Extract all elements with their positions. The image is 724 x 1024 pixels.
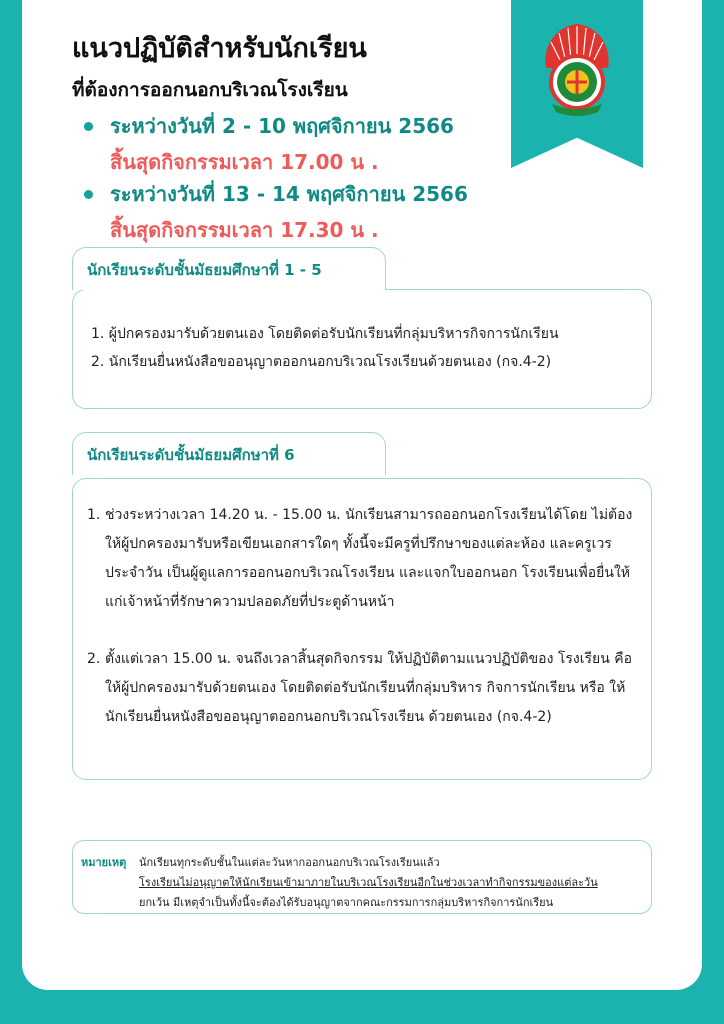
- section-list: [73, 479, 651, 732]
- period-date: ระหว่างวันที่ 13 - 14 พฤศจิกายน 2566: [110, 182, 468, 206]
- note-label: หมายเหตุ: [81, 856, 127, 869]
- note-line: ยกเว้น มีเหตุจำเป็นทั้งนี้จะต้องได้รับอนุญาตจากคณะกรรมการกลุ่มบริหารกิจการนักเรียน: [139, 896, 554, 909]
- section-box: [72, 289, 652, 409]
- page-title: แนวปฏิบัติสำหรับนักเรียน: [72, 33, 367, 64]
- section-heading: นักเรียนระดับชั้นมัธยมศึกษาที่ 6: [87, 446, 295, 464]
- section-list: [73, 290, 651, 376]
- item-text: ตั้งแต่เวลา 15.00 น. จนถึงเวลาสิ้นสุดกิจกรรม ให้ปฏิบัติตามแนวปฏิบัติของ โรงเรียน คือ ให้ผู้ปกครองมารับด้วยตนเอง โดยติดต่อรับนักเรียนที่กลุ่มบริหาร กิจการนักเรียน หรือ ให้นักเรียนยื่นหนังสือขออนุญาตออกนอกบริเวณโรงเรียน ด้วยตนเอง (กจ.4-2): [105, 651, 633, 725]
- section-box: [72, 478, 652, 780]
- list-item: [73, 645, 651, 732]
- bullet-dot-icon: [84, 190, 93, 199]
- section-tab: [72, 247, 386, 290]
- bullet-dot-icon: [84, 122, 93, 131]
- period-end-time: สิ้นสุดกิจกรรมเวลา 17.30 น .: [110, 218, 379, 242]
- section-heading: นักเรียนระดับชั้นมัธยมศึกษาที่ 1 - 5: [87, 261, 322, 279]
- item-number: 2.: [87, 651, 101, 667]
- note-line: โรงเรียนไม่อนุญาตให้นักเรียนเข้ามาภายในบริเวณโรงเรียนอีกในช่วงเวลาทำกิจกรรมของแต่ละวัน: [139, 876, 598, 889]
- list-item: 2. นักเรียนยื่นหนังสือขออนุญาตออกนอกบริเวณโรงเรียนด้วยตนเอง (กจ.4-2): [91, 354, 552, 370]
- section-tab: [72, 432, 386, 475]
- item-text: ช่วงระหว่างเวลา 14.20 น. - 15.00 น. นักเรียนสามารถออกนอกโรงเรียนได้โดย ไม่ต้องให้ผู้ปกครองมารับหรือเขียนเอกสารใดๆ ทั้งนี้จะมีครูที่ปรึกษาของแต่ละห้อง และครูเวรประจำวัน เป็นผู้ดูแลการออกนอกบริเวณโรงเรียน และแจกใบออกนอก โรงเรียนเพื่อยื่นให้แก่เจ้าหน้าที่รักษาความปลอดภัยที่ประตูด้านหน้า: [105, 507, 633, 610]
- note-line: นักเรียนทุกระดับชั้นในแต่ละวันหากออกนอกบริเวณโรงเรียนแล้ว: [139, 856, 440, 869]
- list-item: 1. ผู้ปกครองมารับด้วยตนเอง โดยติดต่อรับนักเรียนที่กลุ่มบริหารกิจการนักเรียน: [91, 326, 559, 342]
- note-box: [72, 840, 652, 914]
- item-number: 1.: [87, 507, 101, 523]
- period-end-time: สิ้นสุดกิจกรรมเวลา 17.00 น .: [110, 150, 379, 174]
- list-item: [73, 501, 651, 617]
- period-date: ระหว่างวันที่ 2 - 10 พฤศจิกายน 2566: [110, 114, 454, 138]
- page-subtitle: ที่ต้องการออกนอกบริเวณโรงเรียน: [72, 79, 348, 101]
- school-seal-icon: [538, 20, 616, 120]
